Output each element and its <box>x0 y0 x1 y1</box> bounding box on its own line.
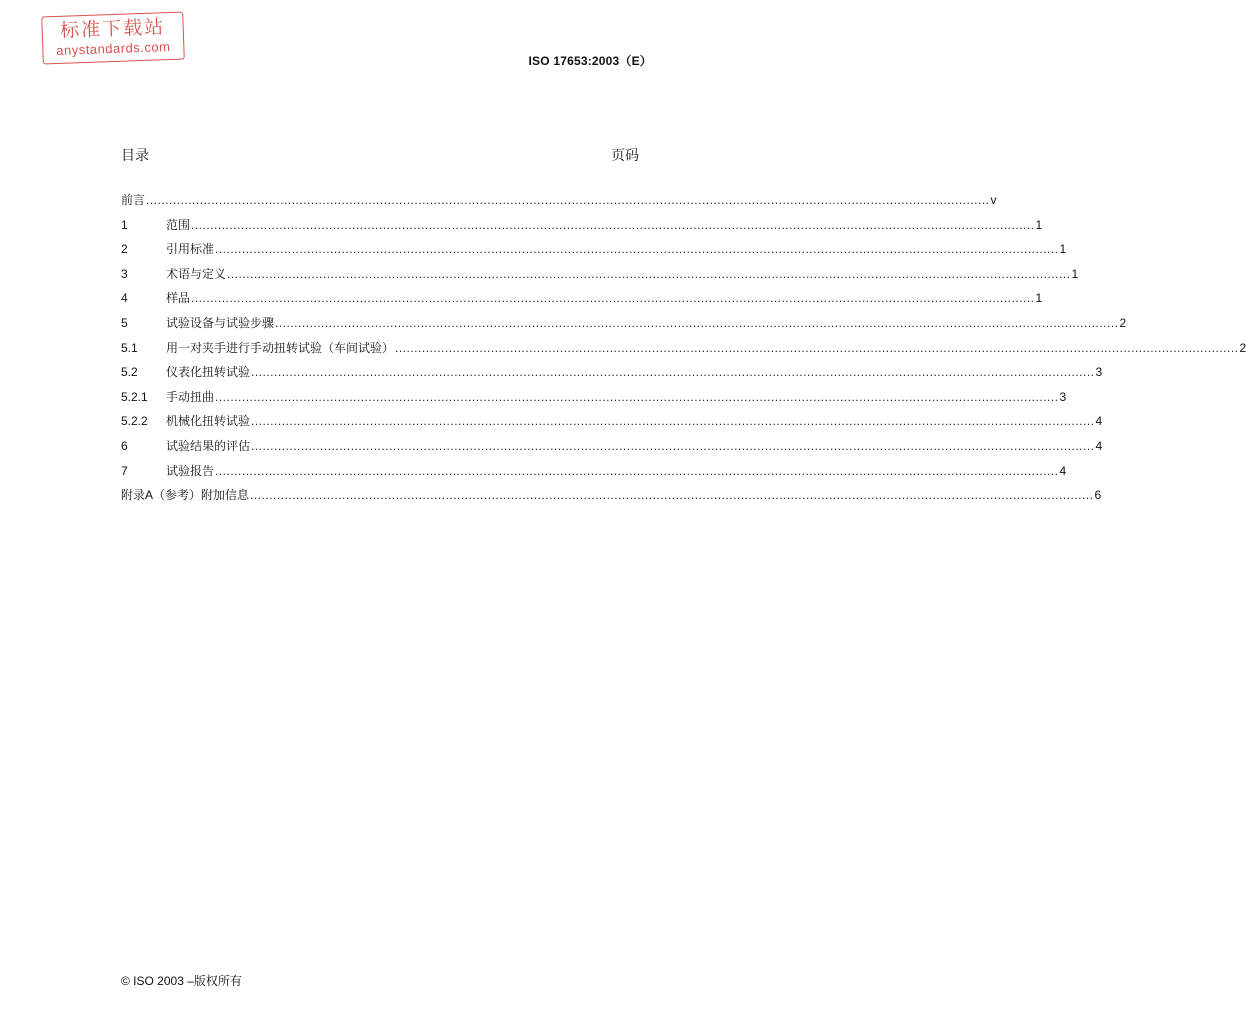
toc-entry[interactable] <box>121 412 1103 437</box>
toc-entry[interactable] <box>121 240 1067 265</box>
toc-entry-page: 1 <box>1035 291 1043 306</box>
toc-entry[interactable] <box>121 265 1079 290</box>
toc-entry-page: 4 <box>1095 414 1103 429</box>
toc-dot-leader: ............................................................................................................................................................................................................................ <box>146 193 990 207</box>
toc-entry[interactable] <box>121 388 1067 413</box>
toc-entry-title: 附录A（参考）附加信息 <box>121 488 250 503</box>
toc-entry[interactable] <box>121 339 1246 364</box>
toc-entry-number: 6 <box>121 438 128 453</box>
toc-entry-page: 2 <box>1119 315 1127 330</box>
toc-heading: 目录 <box>121 147 149 163</box>
toc-entry[interactable] <box>121 191 997 216</box>
toc-entry-number: 3 <box>121 266 128 281</box>
toc-entry-title: 试验设备与试验步骤 <box>166 315 275 330</box>
copyright-footer: © ISO 2003 –版权所有 <box>121 974 242 988</box>
toc-entry-title: 术语与定义 <box>166 266 227 281</box>
toc-entry[interactable] <box>121 314 1127 339</box>
toc-entry-title: 试验报告 <box>166 463 215 478</box>
toc-entry-title: 用一对夹手进行手动扭转试验（车间试验） <box>166 340 395 355</box>
toc-entry-page: 4 <box>1059 463 1067 478</box>
toc-dot-leader: ............................................................................................................................................................................................................................ <box>275 315 1119 330</box>
toc-dot-leader: ............................................................................................................................................................................................................................ <box>251 365 1095 380</box>
toc-entry-page: 1 <box>1035 217 1043 232</box>
toc-entry-page: 3 <box>1059 389 1067 404</box>
toc-entry-title: 机械化扭转试验 <box>166 414 251 429</box>
toc-entry-page: 6 <box>1094 488 1102 503</box>
stamp-url-text: anystandards.com <box>56 39 171 58</box>
toc-entry-number: 5.2.2 <box>121 414 148 429</box>
watermark-stamp <box>41 12 185 65</box>
toc-dot-leader: ............................................................................................................................................................................................................................ <box>395 340 1239 355</box>
toc-entry-number: 5 <box>121 315 128 330</box>
toc-entry-title: 试验结果的评估 <box>166 438 251 453</box>
toc-entry-number: 5.1 <box>121 340 138 355</box>
toc-dot-leader: ............................................................................................................................................................................................................................ <box>250 488 1094 503</box>
toc-entry-page: 2 <box>1239 340 1246 355</box>
toc-dot-leader: ............................................................................................................................................................................................................................ <box>191 291 1035 306</box>
toc-dot-leader: ............................................................................................................................................................................................................................ <box>215 242 1059 257</box>
toc-dot-leader: ............................................................................................................................................................................................................................ <box>215 389 1059 404</box>
toc-entry-number: 2 <box>121 242 128 257</box>
page-column-heading: 页码 <box>611 147 639 163</box>
toc-entry-number: 5.2.1 <box>121 389 148 404</box>
toc-dot-leader: ............................................................................................................................................................................................................................ <box>227 266 1071 281</box>
table-of-contents <box>121 191 1246 511</box>
toc-dot-leader: ............................................................................................................................................................................................................................ <box>191 217 1035 232</box>
toc-entry-title: 前言 <box>121 193 146 207</box>
toc-entry-page: 4 <box>1095 438 1103 453</box>
toc-entry[interactable] <box>121 216 1043 241</box>
toc-entry-title: 范围 <box>166 217 191 232</box>
toc-entry[interactable] <box>121 289 1043 314</box>
toc-entry[interactable] <box>121 363 1103 388</box>
toc-entry[interactable] <box>121 437 1103 462</box>
stamp-chinese-text: 标准下载站 <box>59 16 166 42</box>
toc-entry-title: 样品 <box>166 291 191 306</box>
toc-entry-number: 5.2 <box>121 365 138 380</box>
toc-dot-leader: ............................................................................................................................................................................................................................ <box>251 414 1095 429</box>
toc-entry-title: 引用标准 <box>166 242 215 257</box>
toc-dot-leader: ............................................................................................................................................................................................................................ <box>251 438 1095 453</box>
toc-entry-title: 手动扭曲 <box>166 389 215 404</box>
toc-entry-title: 仪表化扭转试验 <box>166 365 251 380</box>
document-id: ISO 17653:2003（E） <box>528 54 652 68</box>
toc-entry[interactable] <box>121 462 1067 487</box>
toc-entry-page: 1 <box>1071 266 1079 281</box>
toc-entry-number: 7 <box>121 463 128 478</box>
toc-entry-page: 3 <box>1095 365 1103 380</box>
toc-entry[interactable] <box>121 486 1102 511</box>
toc-dot-leader: ............................................................................................................................................................................................................................ <box>215 463 1059 478</box>
toc-entry-page: 1 <box>1059 242 1067 257</box>
toc-entry-number: 4 <box>121 291 128 306</box>
toc-entry-page: v <box>990 193 997 207</box>
toc-entry-number: 1 <box>121 217 128 232</box>
